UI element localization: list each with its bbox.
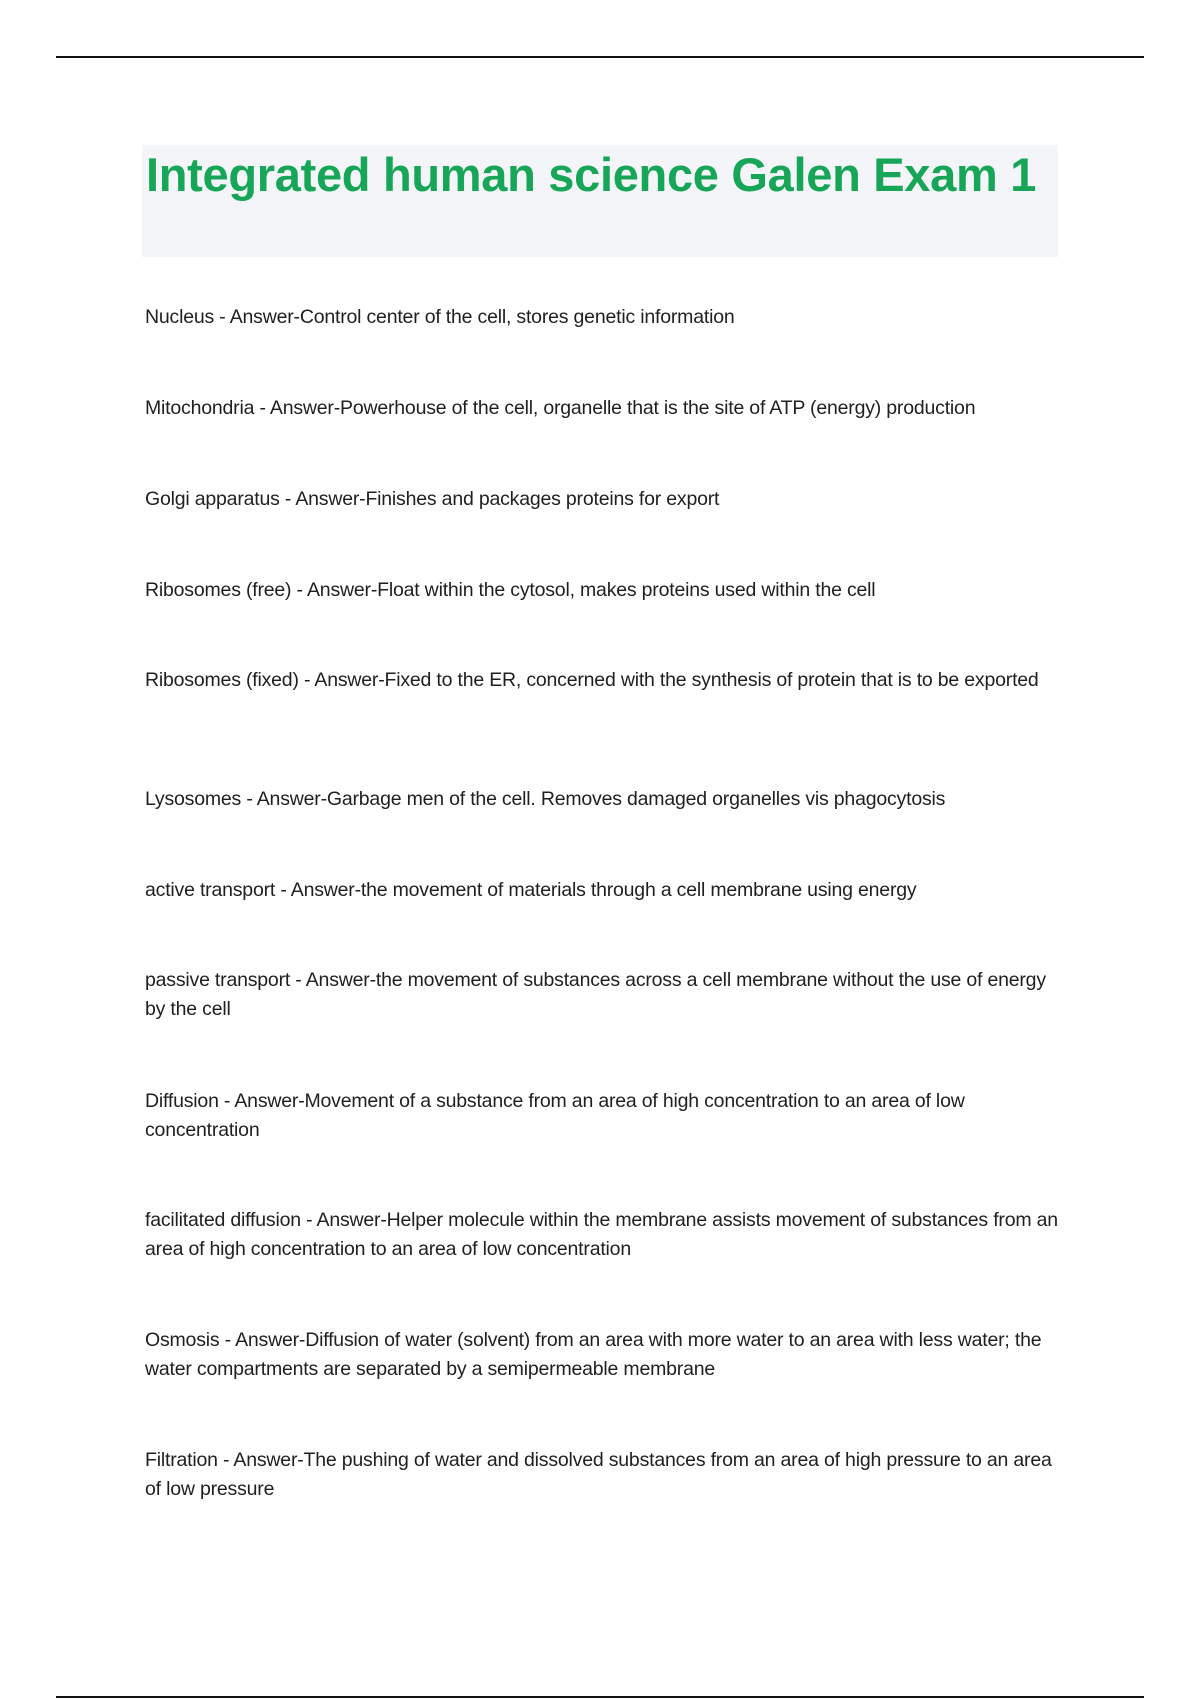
entry-ribosomes-fixed: Ribosomes (fixed) - Answer-Fixed to the ER, concerned with the synthesis of protein that is to be exported — [145, 669, 1039, 691]
entry-active-transport: active transport - Answer-the movement of materials through a cell membrane using energy — [145, 879, 917, 901]
entry-facilitated-diffusion: facilitated diffusion - Answer-Helper molecule within the membrane assists movement of substances from an area of high concentration to an area of low concentration — [145, 1209, 1058, 1260]
entry-golgi-apparatus: Golgi apparatus - Answer-Finishes and packages proteins for export — [145, 488, 720, 510]
title-banner — [142, 145, 1058, 257]
entry-ribosomes-free: Ribosomes (free) - Answer-Float within the cytosol, makes proteins used within the cell — [145, 579, 876, 601]
entry-mitochondria: Mitochondria - Answer-Powerhouse of the cell, organelle that is the site of ATP (energy) production — [145, 397, 976, 419]
bottom-divider — [56, 1696, 1144, 1698]
top-divider — [56, 56, 1144, 58]
entry-diffusion: Diffusion - Answer-Movement of a substance from an area of high concentration to an area of low concentration — [145, 1090, 965, 1141]
entry-filtration: Filtration - Answer-The pushing of water and dissolved substances from an area of high pressure to an area of low pressure — [145, 1449, 1052, 1500]
entry-osmosis: Osmosis - Answer-Diffusion of water (solvent) from an area with more water to an area with less water; the water compartments are separated by a semipermeable membrane — [145, 1329, 1042, 1380]
entry-nucleus: Nucleus - Answer-Control center of the cell, stores genetic information — [145, 306, 735, 328]
entry-passive-transport: passive transport - Answer-the movement of substances across a cell membrane without the use of energy by the cell — [145, 969, 1046, 1020]
entry-lysosomes: Lysosomes - Answer-Garbage men of the cell. Removes damaged organelles vis phagocytosis — [145, 788, 946, 810]
document-title: Integrated human science Galen Exam 1 — [146, 148, 1037, 201]
